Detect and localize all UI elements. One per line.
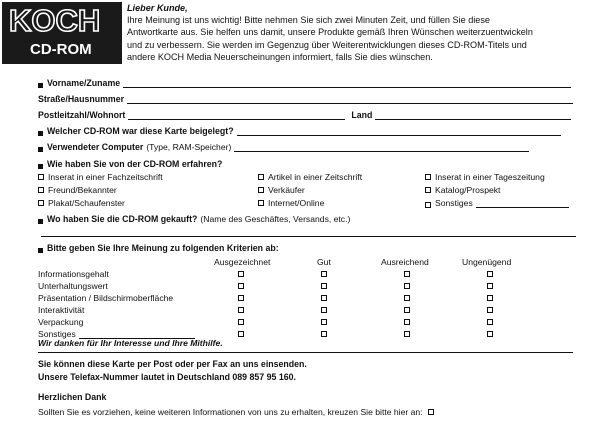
source-option[interactable]: Artikel in einer Zeitschrift [258,172,362,182]
greeting: Lieber Kunde, [127,3,188,13]
checkbox-icon[interactable] [258,187,264,193]
rating-checkbox[interactable] [404,307,410,313]
criterion-label: Informationsgehalt [38,269,109,279]
country-field[interactable] [375,111,571,120]
cdrom-field[interactable] [237,127,561,136]
street-label: Straße/Hausnummer [38,94,125,104]
bullet-icon [38,248,43,253]
bullet-icon [38,83,43,88]
cdrom-row [38,126,561,136]
rating-checkbox[interactable] [404,271,410,277]
bullet-icon [38,147,43,152]
fax-line: Unsere Telefax-Nummer lautet in Deutschland 089 857 95 160. [38,372,296,382]
send-line: Sie können diese Karte per Post oder per Fax an uns einsenden. [38,359,307,369]
thanks-text: Wir danken für Ihr Interesse und Ihre Mithilfe. [38,338,223,348]
rating-checkbox[interactable] [321,271,327,277]
rating-question: Bitte geben Sie Ihre Meinung zu folgenden Kriterien ab: [47,243,279,253]
street-field[interactable] [127,95,573,104]
logo-subtitle: CD-ROM [30,41,92,58]
rating-checkbox[interactable] [238,295,244,301]
checkbox-icon[interactable] [425,174,431,180]
bullet-icon [38,131,43,136]
checkbox-icon[interactable] [38,187,44,193]
rating-checkbox[interactable] [404,331,410,337]
country-label: Land [351,110,373,120]
intro-line: Antwortkarte aus. Sie helfen uns damit, unsere Produkte gemäß Ihren Wünschen weiterzuentwickeln [127,27,533,38]
rating-checkbox[interactable] [238,319,244,325]
optout-row [38,407,438,417]
source-question-row [38,159,222,169]
source-option[interactable]: Verkäufer [258,185,305,195]
cdrom-label: Welcher CD-ROM war diese Karte beigelegt? [47,126,234,136]
computer-label: Verwendeter Computer [47,142,144,152]
checkbox-icon[interactable] [258,174,264,180]
rating-checkbox[interactable] [238,271,244,277]
source-option-other[interactable]: Sonstiges [425,198,569,208]
rating-checkbox[interactable] [321,319,327,325]
rating-checkbox[interactable] [487,307,493,313]
rating-column-header: Ausgezeichnet [214,257,271,267]
rating-column-header: Gut [317,257,331,267]
criterion-label: Unterhaltungswert [38,281,108,291]
criterion-label: Präsentation / Bildschirmoberfläche [38,293,174,303]
logo-brand: KOCH [9,3,101,38]
rating-checkbox[interactable] [404,295,410,301]
intro-line: Ihre Meinung ist uns wichtig! Bitte nehmen Sie sich zwei Minuten Zeit, und füllen Sie diese [127,15,490,26]
source-option[interactable]: Inserat in einer Tageszeitung [425,172,545,182]
bullet-icon [38,164,43,169]
rating-checkbox[interactable] [238,283,244,289]
source-option[interactable]: Katalog/Prospekt [425,185,500,195]
purchase-row [38,214,350,224]
purchase-question: Wo haben Sie die CD-ROM gekauft? [47,214,198,224]
send-instructions [38,358,307,384]
closing-text: Herzlichen Dank [38,392,107,402]
intro-line: andere KOCH Media Neuerscheinungen informiert, falls Sie dies wünschen. [127,51,433,62]
optout-checkbox[interactable] [428,409,434,415]
rating-column-header: Ausreichend [381,257,429,267]
name-label: Vorname/Zuname [47,78,121,88]
postal-label: Postleitzahl/Wohnort [38,110,126,120]
rating-checkbox[interactable] [404,319,410,325]
rating-checkbox[interactable] [487,271,493,277]
bullet-icon [38,219,43,224]
rating-checkbox[interactable] [487,283,493,289]
divider [38,352,573,353]
criterion-label: Sonstiges [38,329,76,339]
checkbox-icon[interactable] [38,174,44,180]
purchase-hint: (Name des Geschäftes, Versands, etc.) [200,214,351,224]
rating-checkbox[interactable] [238,307,244,313]
name-field[interactable] [123,79,571,88]
purchase-field[interactable] [41,228,576,237]
rating-checkbox[interactable] [321,295,327,301]
rating-checkbox[interactable] [321,283,327,289]
checkbox-icon[interactable] [258,200,264,206]
name-row [38,78,571,88]
rating-checkbox[interactable] [238,331,244,337]
rating-checkbox[interactable] [487,319,493,325]
source-option[interactable]: Internet/Online [258,198,324,208]
criterion-label: Interaktivität [38,305,85,315]
checkbox-icon[interactable] [425,187,431,193]
street-row [38,94,573,104]
rating-checkbox[interactable] [321,331,327,337]
intro-text [127,2,597,63]
source-option[interactable]: Freund/Bekannter [38,185,117,195]
criterion-label: Verpackung [38,317,84,327]
rating-column-header: Ungenügend [462,257,512,267]
source-question: Wie haben Sie von der CD-ROM erfahren? [47,159,223,169]
rating-checkbox[interactable] [487,295,493,301]
source-other-field[interactable] [476,199,569,208]
rating-checkbox[interactable] [404,283,410,289]
checkbox-icon[interactable] [38,200,44,206]
postal-row [38,110,571,120]
optout-text: Sollten Sie es vorziehen, keine weiteren Informationen von uns zu erhalten, kreuzen Sie bitte hier an: [38,407,423,417]
koch-logo [2,2,122,64]
computer-hint: (Type, RAM-Speicher) [146,142,232,152]
source-option[interactable]: Plakat/Schaufenster [38,198,125,208]
source-option[interactable]: Inserat in einer Fachzeitschrift [38,172,163,182]
postal-field[interactable] [128,111,345,120]
checkbox-icon[interactable] [425,202,431,208]
rating-checkbox[interactable] [321,307,327,313]
rating-question-row [38,243,279,253]
computer-field[interactable] [234,143,529,152]
rating-checkbox[interactable] [487,331,493,337]
intro-line: und zu verbessern. Sie werden im Gegenzug über Weiterentwicklungen dieses CD-ROM-Titels und [127,39,527,50]
computer-row [38,142,529,152]
